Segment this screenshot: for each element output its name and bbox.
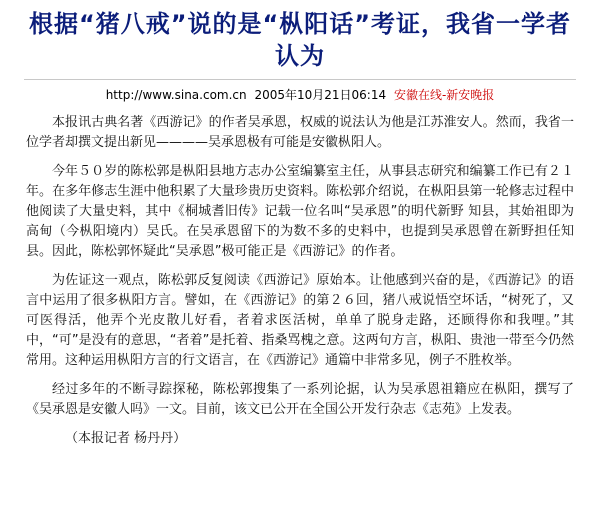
- source-link[interactable]: 安徽在线-新安晚报: [393, 88, 495, 102]
- article-paragraph: 本报讯古典名著《西游记》的作者吴承恩，权威的说法认为他是江苏淮安人。然而，我省一位学者却撰文提出新见————吴承恩极有可能是安徽枞阳人。: [26, 115, 574, 150]
- byline: （本报记者 杨丹丹）: [65, 431, 187, 446]
- article-body: [0, 113, 600, 449]
- source-url[interactable]: http://www.sina.com.cn: [105, 88, 247, 102]
- article-paragraph: 为佐证这一观点，陈松郭反复阅读《西游记》原始本。让他感到兴奋的是，《西游记》的语言中运用了很多枞阳方言。譬如，在《西游记》的第２６回，猪八戒说悟空坏话，“树死了，又可医得活，他弄个光皮散儿好看，者着求医活树，单单了脱身走路，还顾得你和我哩。”其中，“可”是没有的意思，“者着”是托着、指桑骂槐之意。这两句方言，枞阳、贵池一带至今仍然常用。这种运用枞阳方言的行文语言，在《西游记》通篇中非常多见，例子不胜枚举。: [26, 273, 574, 368]
- article-paragraph: 经过多年的不断寻踪探秘，陈松郭搜集了一系列论据，认为吴承恩祖籍应在枞阳，撰写了《吴承恩是安徽人吗》一文。目前，该文已公开在全国公开发行杂志《志苑》上发表。: [26, 382, 574, 417]
- article-paragraph: 今年５０岁的陈松郭是枞阳县地方志办公室编纂室主任，从事县志研究和编纂工作已有２１年。在多年修志生涯中他积累了大量珍贵历史资料。陈松郭介绍说，在枞阳县第一轮修志过程中他阅读了大量史料，其中《桐城耆旧传》记载一位名叫“吴承恩”的明代新野 知县，其始祖即为高甸（今枞阳境内）吴氏。在吴承恩留下的为数不多的史料中，也提到吴承恩曾在新野担任知县。因此，陈松郭怀疑此“吴承恩”极可能正是《西游记》的作者。: [26, 164, 574, 259]
- article-meta: [0, 80, 600, 113]
- headline: 根据“猪八戒”说的是“枞阳话”考证，我省一学者认为: [28, 10, 572, 70]
- publish-date: 2005年10月21日06:14: [254, 88, 387, 102]
